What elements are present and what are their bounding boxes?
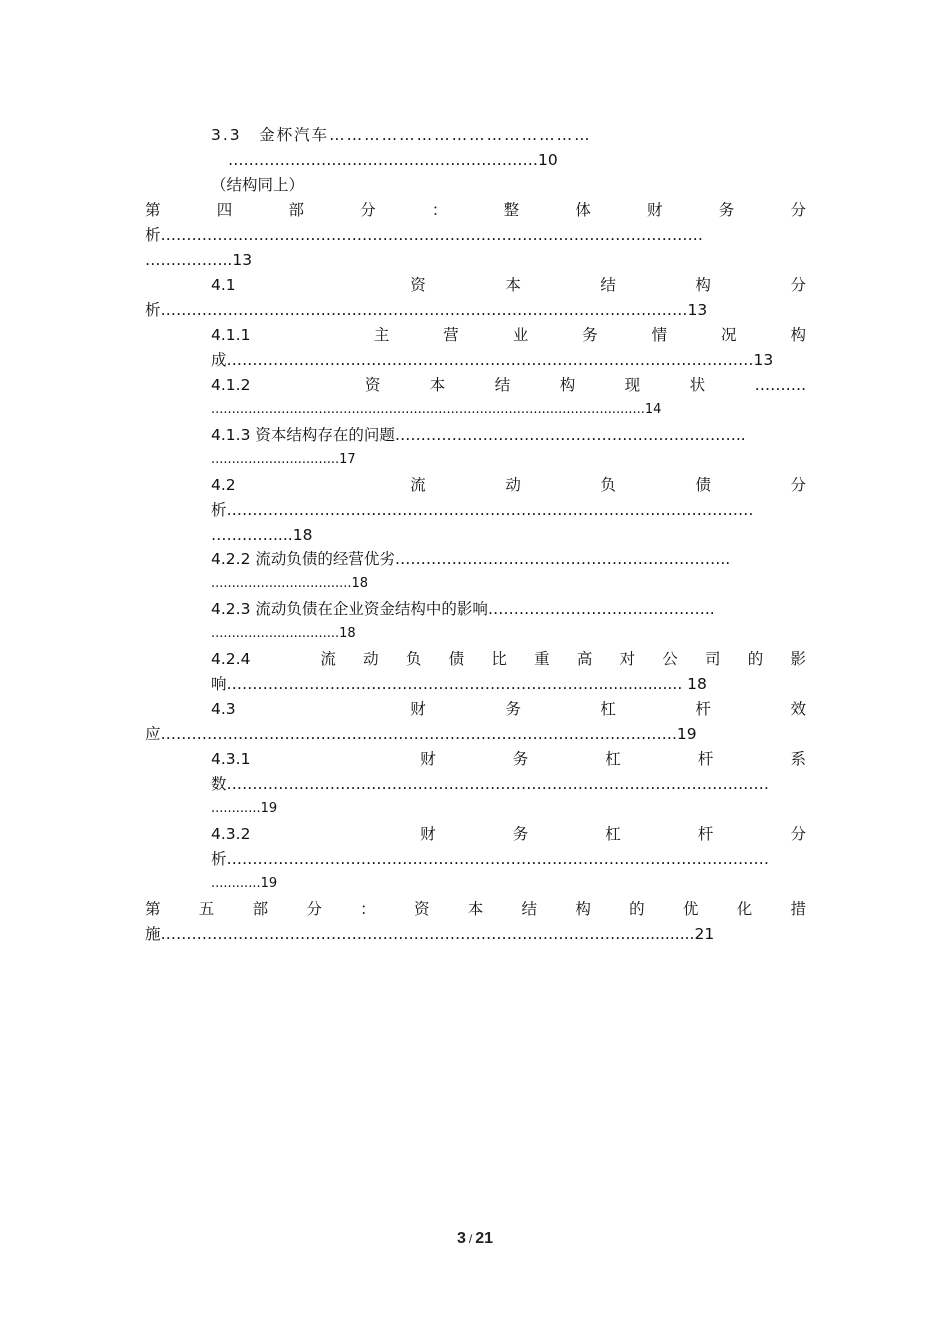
toc-entry-4-2-3[interactable]: 4.2.3 流动负债在企业资金结构中的影响……………………………………..	[211, 600, 715, 618]
toc-entry-4-1-3[interactable]: 4.1.3 资本结构存在的问题…………………………………………………………..	[211, 426, 746, 444]
toc-entry-4-2-2[interactable]: 4.2.2 流动负债的经营优劣………………………………………………………..	[211, 550, 731, 568]
toc-entry-4-3-1[interactable]: 4.3.1 财务杠杆系	[211, 750, 806, 768]
total-pages: 21	[475, 1230, 494, 1247]
toc-entry-3-3-cont: ……………………………………………………10	[228, 151, 558, 169]
toc-entry-4-1-2[interactable]: 4.1.2 资本结构现状……….	[211, 376, 806, 394]
toc-entry-4-1[interactable]: 4.1 资本结构分	[211, 276, 806, 294]
toc-part-5[interactable]: 第五部分：资本结构的优化措	[145, 900, 806, 918]
toc-entry-4-3-2[interactable]: 4.3.2 财务杠杆分	[211, 825, 806, 843]
toc-entry-4-1-1-cont: 成…………………………………………………………………………………………13	[211, 351, 774, 369]
toc-part-4-page: ……………..13	[145, 251, 253, 269]
toc-entry-3-3[interactable]: 3.3 金杯汽车………………………………………	[211, 126, 592, 144]
page-number	[0, 1230, 950, 1248]
toc-entry-4-3[interactable]: 4.3 财务杠杆效	[211, 700, 806, 718]
toc-entry-4-3-2-page: ............19	[211, 876, 278, 891]
current-page: 3	[456, 1230, 466, 1247]
toc-entry-4-2[interactable]: 4.2 流动负债分	[211, 476, 806, 494]
page-separator: /	[468, 1232, 473, 1246]
toc-entry-4-1-1[interactable]: 4.1.1 主营业务情况构	[211, 326, 806, 344]
toc-entry-4-3-1-page: ............19	[211, 801, 278, 816]
toc-part-4[interactable]: 第四部分：整体财务分	[145, 201, 806, 219]
toc-entry-4-1-2-cont: .........................................................................................................14	[211, 402, 662, 417]
toc-note: （结构同上）	[211, 176, 305, 194]
toc-part-5-cont: 施………………………………………………………………………………..............21	[145, 925, 715, 943]
toc-entry-4-1-3-cont: ...............................17	[211, 452, 356, 467]
toc-entry-4-3-cont: 应……………………………………………………………………………………….19	[145, 725, 697, 743]
toc-entry-4-2-3-cont: ...............................18	[211, 626, 356, 641]
toc-entry-4-2-2-cont: ..................................18	[211, 576, 369, 591]
toc-entry-4-3-2-cont: 析……………………………………………………………………………………………	[211, 850, 770, 868]
toc-part-4-cont: 析……………………………………………………………………………………………	[145, 226, 704, 244]
toc-entry-4-2-cont: 析…………………………………………………………………………………………	[211, 501, 754, 519]
toc-entry-4-2-page: …………....18	[211, 526, 313, 544]
toc-entry-4-2-4-cont: 响………………………………………………………………................. 18	[211, 675, 707, 693]
toc-entry-4-1-cont: 析…………………………………………………………………………………………13	[145, 301, 708, 319]
toc-entry-4-2-4[interactable]: 4.2.4 流动负债比重高对公司的影	[211, 650, 806, 668]
toc-entry-4-3-1-cont: 数……………………………………………………………………………………………	[211, 775, 770, 793]
